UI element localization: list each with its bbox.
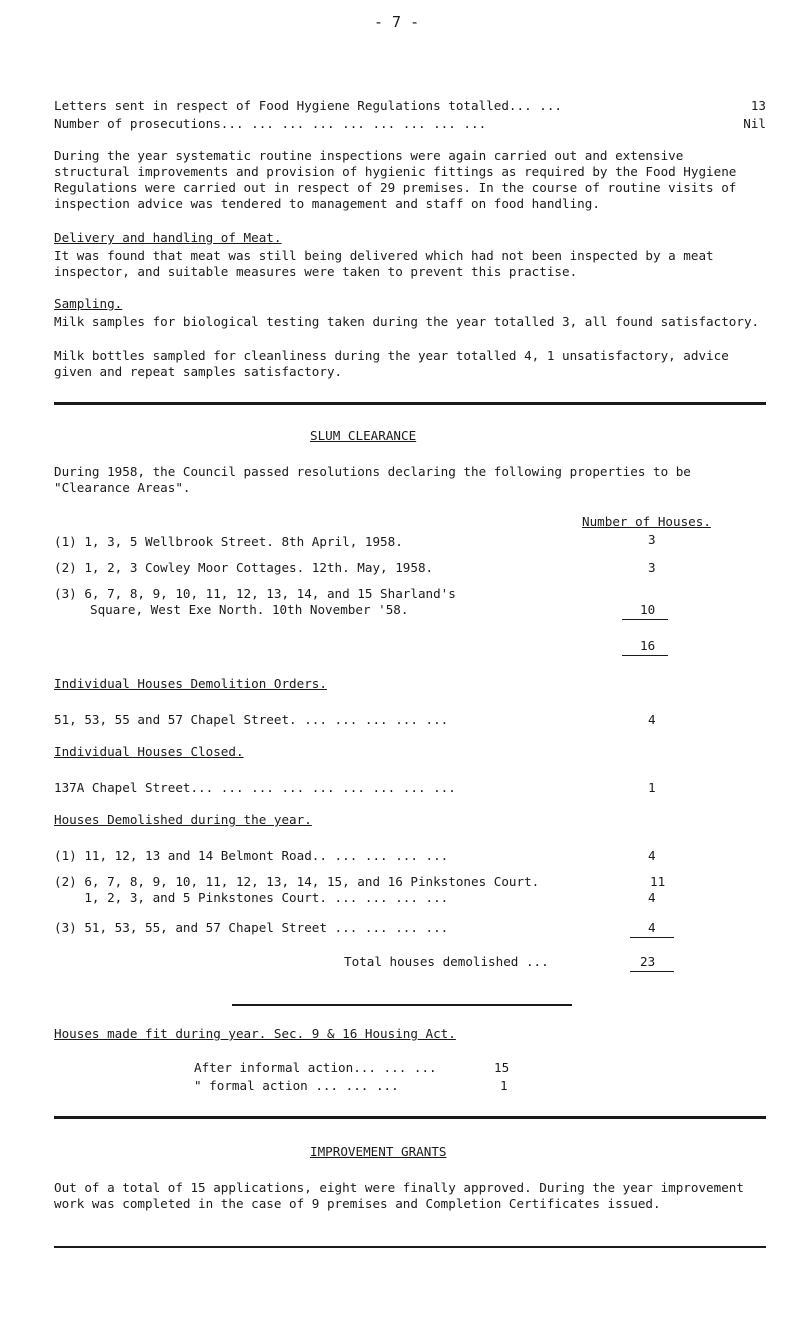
sampling-line-2: Milk bottles sampled for cleanliness during the year totalled 4, 1 unsatisfactory, advice given and repeat samples satisfactory. <box>54 348 729 379</box>
informal-action-value: 15 <box>494 1060 510 1075</box>
demolished-row-4-value: 4 <box>648 920 656 935</box>
meat-paragraph: It was found that meat was still being delivered which had not been inspected by a meat inspector, and suitable measures were taken to prevent this practise. <box>54 248 714 279</box>
sampling-heading: Sampling. <box>54 296 123 311</box>
informal-action-label: After informal action... ... ... <box>194 1060 437 1075</box>
clearance-area-3-line-2: Square, West Exe North. 10th November '58. <box>90 602 409 617</box>
demolition-orders-heading: Individual Houses Demolition Orders. <box>54 676 327 691</box>
total-demolished-value: 23 <box>640 954 656 969</box>
total-demolished-label: Total houses demolished ... <box>344 954 549 969</box>
document-page <box>54 0 766 1343</box>
demolished-total-rule <box>630 971 674 972</box>
houses-closed-label: 137A Chapel Street... ... ... ... ... ... ... ... ... <box>54 780 456 795</box>
houses-closed-heading: Individual Houses Closed. <box>54 744 244 759</box>
demolished-row-4: (3) 51, 53, 55, and 57 Chapel Street ... ... ... ... <box>54 920 449 935</box>
section-divider-2 <box>54 1116 766 1119</box>
clearance-area-2-value: 3 <box>648 560 656 575</box>
clearance-area-3: (3) 6, 7, 8, 9, 10, 11, 12, 13, 14, and 15 Sharland's <box>54 586 456 601</box>
clearance-area-1-value: 3 <box>648 532 656 547</box>
demolished-subtotal-rule <box>630 937 674 938</box>
demolished-row-3: 1, 2, 3, and 5 Pinkstones Court. ... ... ... ... <box>54 890 449 905</box>
subtotal-rule <box>622 619 668 620</box>
demolished-row-2: (2) 6, 7, 8, 9, 10, 11, 12, 13, 14, 15, and 16 Pinkstones Court. <box>54 874 540 889</box>
formal-action-value: 1 <box>500 1078 508 1093</box>
demolition-orders-value: 4 <box>648 712 656 727</box>
houses-column-header: Number of Houses. <box>582 514 711 529</box>
improvement-grants-paragraph: Out of a total of 15 applications, eight were finally approved. During the year improvement work was completed in the case of 9 premises and Completion Certificates issued. <box>54 1180 744 1211</box>
letters-label: Letters sent in respect of Food Hygiene Regulations totalled... ... <box>54 98 562 113</box>
clearance-areas-total: 16 <box>640 638 656 653</box>
bottom-divider <box>54 1246 766 1248</box>
demolished-row-1: (1) 11, 12, 13 and 14 Belmont Road.. ... ... ... ... <box>54 848 449 863</box>
prosecutions-label: Number of prosecutions... ... ... ... ... ... ... ... ... <box>54 116 487 131</box>
sampling-line-1: Milk samples for biological testing taken during the year totalled 3, all found satisfactory. <box>54 314 760 329</box>
houses-fit-heading: Houses made fit during year. Sec. 9 & 16 Housing Act. <box>54 1026 456 1041</box>
letters-value: 13 <box>750 98 766 113</box>
houses-demolished-heading: Houses Demolished during the year. <box>54 812 312 827</box>
demolition-orders-label: 51, 53, 55 and 57 Chapel Street. ... ... ... ... ... <box>54 712 449 727</box>
slum-clearance-heading: SLUM CLEARANCE <box>310 428 417 443</box>
demolished-row-2-value: 11 <box>650 874 666 889</box>
section-divider <box>54 402 766 405</box>
food-hygiene-paragraph: During the year systematic routine inspections were again carried out and extensive structural improvements and provision of hygienic fittings as required by the Food Hygiene Regulations were carried out in respect of 29 premises. In the course of routine visits of inspection advice was tendered to management and staff on food handling. <box>54 148 737 211</box>
demolished-row-1-value: 4 <box>648 848 656 863</box>
improvement-grants-heading: IMPROVEMENT GRANTS <box>310 1144 447 1159</box>
meat-heading: Delivery and handling of Meat. <box>54 230 282 245</box>
clearance-area-2: (2) 1, 2, 3 Cowley Moor Cottages. 12th. May, 1958. <box>54 560 434 575</box>
page-number: - 7 - <box>374 13 420 31</box>
clearance-area-1: (1) 1, 3, 5 Wellbrook Street. 8th April, 1958. <box>54 534 403 549</box>
demolished-row-3-value: 4 <box>648 890 656 905</box>
slum-clearance-intro: During 1958, the Council passed resolutions declaring the following properties to be "Clearance Areas". <box>54 464 691 495</box>
formal-action-label: " formal action ... ... ... <box>194 1078 399 1093</box>
houses-closed-value: 1 <box>648 780 656 795</box>
clearance-area-3-value: 10 <box>640 602 656 617</box>
short-divider <box>232 1004 572 1006</box>
total-rule <box>622 655 668 656</box>
prosecutions-value: Nil <box>743 116 766 131</box>
